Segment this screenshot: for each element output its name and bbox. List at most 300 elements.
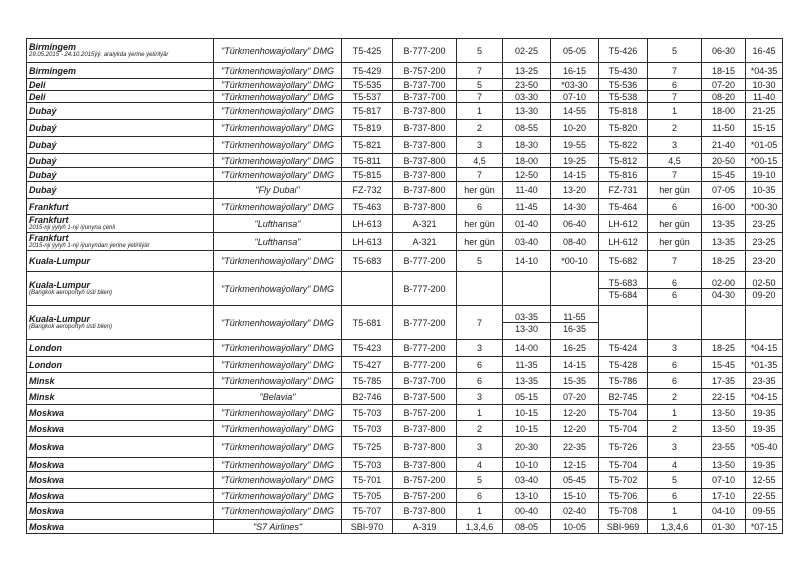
aircraft-cell: B-737-800 xyxy=(393,503,457,520)
return-departure-cell: 18-00 xyxy=(702,103,746,120)
return-days-cell: 3 xyxy=(648,437,702,458)
table-row xyxy=(27,405,783,421)
destination-cell xyxy=(27,79,214,91)
departure-time-cell: 05-15 xyxy=(503,389,551,405)
return-flight-cell: B2-745 xyxy=(599,389,648,405)
outbound-days-cell: 1,3,4,6 xyxy=(457,520,503,534)
destination-note: 2015-nji ýylyň 1-nji iýunyna çenli xyxy=(29,225,116,231)
outbound-days-cell: 7 xyxy=(457,91,503,103)
return-days-cell: 5 xyxy=(648,39,702,63)
carrier-cell: "Türkmenhowaýollary" DMG xyxy=(214,120,342,137)
aircraft-cell: B-757-200 xyxy=(393,472,457,489)
destination-name: Deli xyxy=(29,91,46,102)
return-flight-cell: T5-816 xyxy=(599,168,648,182)
return-flight-cell: T5-426 xyxy=(599,39,648,63)
outbound-days-cell: 6 xyxy=(457,489,503,503)
aircraft-cell: B-777-200 xyxy=(393,39,457,63)
return-flight-cell: T5-704 xyxy=(599,405,648,421)
outbound-flight-cell: T5-703 xyxy=(342,458,393,472)
destination-cell xyxy=(27,421,214,437)
return-days-cell: 1 xyxy=(648,503,702,520)
outbound-flight-cell: T5-703 xyxy=(342,421,393,437)
departure-time-cell: 10-15 xyxy=(503,405,551,421)
departure-time-cell: 00-40 xyxy=(503,503,551,520)
return-flight-cell: T5-786 xyxy=(599,373,648,389)
outbound-flight-cell: B2-746 xyxy=(342,389,393,405)
destination-cell xyxy=(27,489,214,503)
outbound-flight-cell: T5-705 xyxy=(342,489,393,503)
outbound-days-cell xyxy=(457,272,503,306)
destination-name: Moskwa xyxy=(29,521,65,532)
outbound-flight-cell: T5-821 xyxy=(342,137,393,154)
table-row xyxy=(27,120,783,137)
return-departure-cell: 21-40 xyxy=(702,137,746,154)
destination-name: Moskwa xyxy=(29,475,65,485)
outbound-flight-cell xyxy=(342,272,393,306)
outbound-days-cell: 1 xyxy=(457,503,503,520)
return-departure-cell: 16-00 xyxy=(702,199,746,215)
return-departure-cell: 23-55 xyxy=(702,437,746,458)
aircraft-cell: B-737-800 xyxy=(393,182,457,199)
outbound-days-cell: 7 xyxy=(457,306,503,340)
return-departure-cell: 01-30 xyxy=(702,520,746,534)
return-departure-cell: 07-05 xyxy=(702,182,746,199)
table-row xyxy=(27,389,783,405)
return-flight-cell: T5-726 xyxy=(599,437,648,458)
destination-cell xyxy=(27,472,214,489)
carrier-cell: "Türkmenhowaýollary" DMG xyxy=(214,421,342,437)
carrier-cell: "Lufthansa" xyxy=(214,215,342,233)
departure-time-cell: 18-30 xyxy=(503,137,551,154)
destination-cell xyxy=(27,154,214,168)
return-days-cell: 1 xyxy=(648,103,702,120)
departure-time-cell: 13-10 xyxy=(503,489,551,503)
arrival-time-cell: 12-20 xyxy=(551,405,599,421)
arrival-time-cell: 07-20 xyxy=(551,389,599,405)
aircraft-cell: A-321 xyxy=(393,215,457,233)
outbound-days-cell: 5 xyxy=(457,79,503,91)
departure-time-cell: 02-25 xyxy=(503,39,551,63)
return-flight-cell: T5-706 xyxy=(599,489,648,503)
return-flight-cell: T5-708 xyxy=(599,503,648,520)
return-departure-cell: 02-00 04-30 xyxy=(702,272,746,306)
departure-time-cell: 11-45 xyxy=(503,199,551,215)
table-row xyxy=(27,182,783,199)
return-days-cell: 3 xyxy=(648,137,702,154)
return-arrival-cell: *05-40 xyxy=(746,437,783,458)
return-departure-cell: 17-35 xyxy=(702,373,746,389)
table-row xyxy=(27,472,783,489)
table-row xyxy=(27,489,783,503)
arrival-time-cell: 22-35 xyxy=(551,437,599,458)
carrier-cell: "Türkmenhowaýollary" DMG xyxy=(214,357,342,373)
return-flight-cell: T5-428 xyxy=(599,357,648,373)
return-flight-cell xyxy=(599,306,648,340)
departure-time-cell xyxy=(503,272,551,306)
return-flight-cell: T5-464 xyxy=(599,199,648,215)
return-days-cell: 7 xyxy=(648,251,702,272)
departure-time-cell: 08-55 xyxy=(503,120,551,137)
return-arrival-cell: *00-15 xyxy=(746,154,783,168)
table-row xyxy=(27,199,783,215)
aircraft-cell: B-757-200 xyxy=(393,405,457,421)
arrival-time-cell: 14-30 xyxy=(551,199,599,215)
table-row xyxy=(27,233,783,251)
return-flight-cell: T5-822 xyxy=(599,137,648,154)
destination-cell xyxy=(27,251,214,272)
destination-cell xyxy=(27,103,214,120)
departure-time-cell: 18-00 xyxy=(503,154,551,168)
destination-name: Moskwa xyxy=(29,407,65,418)
outbound-flight-cell: T5-785 xyxy=(342,373,393,389)
return-days-cell: 6 xyxy=(648,199,702,215)
return-departure-cell: 20-50 xyxy=(702,154,746,168)
return-departure-cell: 18-15 xyxy=(702,63,746,79)
carrier-cell: "Lufthansa" xyxy=(214,233,342,251)
return-flight-cell: SBI-969 xyxy=(599,520,648,534)
departure-time-cell: 20-30 xyxy=(503,437,551,458)
return-departure-cell xyxy=(702,306,746,340)
arrival-time-cell: 05-45 xyxy=(551,472,599,489)
destination-name: Dubaý xyxy=(29,140,57,150)
aircraft-cell: B-737-800 xyxy=(393,120,457,137)
destination-cell xyxy=(27,340,214,357)
return-days-cell: 7 xyxy=(648,63,702,79)
return-flight-cell: T5-424 xyxy=(599,340,648,357)
outbound-flight-cell: T5-819 xyxy=(342,120,393,137)
destination-cell xyxy=(27,91,214,103)
carrier-cell: "Türkmenhowaýollary" DMG xyxy=(214,39,342,63)
table-row xyxy=(27,437,783,458)
return-departure-cell: 13-50 xyxy=(702,458,746,472)
departure-time-cell: 14-00 xyxy=(503,340,551,357)
return-days-cell: 7 xyxy=(648,168,702,182)
outbound-days-cell: 5 xyxy=(457,472,503,489)
table-row xyxy=(27,91,783,103)
destination-name: Dubaý xyxy=(29,185,57,195)
return-days-cell: 2 xyxy=(648,421,702,437)
table-row xyxy=(27,168,783,182)
carrier-cell: "Türkmenhowaýollary" DMG xyxy=(214,168,342,182)
destination-name: Frankfurt xyxy=(29,233,69,243)
return-days-cell: 6 6 xyxy=(648,272,702,306)
outbound-flight-cell: T5-725 xyxy=(342,437,393,458)
aircraft-cell: B-777-200 xyxy=(393,272,457,306)
return-days-cell: 4,5 xyxy=(648,154,702,168)
aircraft-cell: B-737-800 xyxy=(393,458,457,472)
table-row xyxy=(27,154,783,168)
return-arrival-cell: 02-50 09-20 xyxy=(746,272,783,306)
return-arrival-cell: *04-15 xyxy=(746,389,783,405)
carrier-cell: "Türkmenhowaýollary" DMG xyxy=(214,199,342,215)
outbound-flight-cell: T5-815 xyxy=(342,168,393,182)
return-arrival-cell: *04-15 xyxy=(746,340,783,357)
outbound-flight-cell: T5-535 xyxy=(342,79,393,91)
outbound-days-cell: 3 xyxy=(457,340,503,357)
return-flight-cell: T5-536 xyxy=(599,79,648,91)
return-arrival-cell: *04-35 xyxy=(746,63,783,79)
outbound-days-cell: 6 xyxy=(457,357,503,373)
return-departure-cell: 07-20 xyxy=(702,79,746,91)
return-departure-cell: 06-30 xyxy=(702,39,746,63)
destination-cell xyxy=(27,520,214,534)
destination-cell xyxy=(27,199,214,215)
return-departure-cell: 13-35 xyxy=(702,215,746,233)
aircraft-cell: B-737-700 xyxy=(393,373,457,389)
destination-cell xyxy=(27,437,214,458)
destination-cell xyxy=(27,306,214,340)
arrival-time-cell: 13-20 xyxy=(551,182,599,199)
table-row xyxy=(27,39,783,63)
departure-time-cell: 23-50 xyxy=(503,79,551,91)
arrival-time-cell: 07-10 xyxy=(551,91,599,103)
departure-time-cell: 11-40 xyxy=(503,182,551,199)
outbound-flight-cell: T5-817 xyxy=(342,103,393,120)
carrier-cell: "Türkmenhowaýollary" DMG xyxy=(214,91,342,103)
return-flight-cell: T5-812 xyxy=(599,154,648,168)
departure-time-cell: 10-10 xyxy=(503,458,551,472)
arrival-time-cell: 08-40 xyxy=(551,233,599,251)
return-arrival-cell: *01-05 xyxy=(746,137,783,154)
outbound-flight-cell: T5-463 xyxy=(342,199,393,215)
carrier-cell: "Türkmenhowaýollary" DMG xyxy=(214,503,342,520)
destination-note: 2015-nji ýylyň 1-nji iýunyndan ýerine ýetirilýär xyxy=(29,243,150,249)
return-departure-cell: 22-15 xyxy=(702,389,746,405)
departure-time-cell: 03-40 xyxy=(503,472,551,489)
destination-name: Deli xyxy=(29,79,46,90)
departure-time-cell: 12-50 xyxy=(503,168,551,182)
aircraft-cell: B-777-200 xyxy=(393,357,457,373)
return-flight-cell: LH-612 xyxy=(599,215,648,233)
outbound-flight-cell: SBI-970 xyxy=(342,520,393,534)
carrier-cell: "Türkmenhowaýollary" DMG xyxy=(214,373,342,389)
carrier-cell: "Türkmenhowaýollary" DMG xyxy=(214,79,342,91)
aircraft-cell: B-737-700 xyxy=(393,79,457,91)
return-flight-cell: LH-612 xyxy=(599,233,648,251)
table-row xyxy=(27,79,783,91)
outbound-days-cell: 4,5 xyxy=(457,154,503,168)
return-days-cell: her gün xyxy=(648,182,702,199)
outbound-days-cell: 7 xyxy=(457,63,503,79)
return-departure-cell: 13-50 xyxy=(702,405,746,421)
carrier-cell: "Türkmenhowaýollary" DMG xyxy=(214,137,342,154)
outbound-days-cell: 2 xyxy=(457,421,503,437)
table-row xyxy=(27,215,783,233)
return-flight-cell: T5-820 xyxy=(599,120,648,137)
return-days-cell: 4 xyxy=(648,458,702,472)
carrier-cell: "Türkmenhowaýollary" DMG xyxy=(214,405,342,421)
flight-schedule-table xyxy=(26,38,783,534)
return-days-cell: 6 xyxy=(648,373,702,389)
aircraft-cell: B-737-800 xyxy=(393,154,457,168)
arrival-time-cell: 02-40 xyxy=(551,503,599,520)
destination-cell xyxy=(27,182,214,199)
outbound-days-cell: her gün xyxy=(457,233,503,251)
table-row xyxy=(27,340,783,357)
aircraft-cell: B-757-200 xyxy=(393,489,457,503)
return-flight-cell: FZ-731 xyxy=(599,182,648,199)
return-flight-cell: T5-430 xyxy=(599,63,648,79)
arrival-time-cell: 16-25 xyxy=(551,340,599,357)
return-days-cell: 6 xyxy=(648,489,702,503)
return-arrival-cell: 09-55 xyxy=(746,503,783,520)
destination-name: Minsk xyxy=(29,391,55,402)
carrier-cell: "Türkmenhowaýollary" DMG xyxy=(214,340,342,357)
outbound-days-cell: 1 xyxy=(457,103,503,120)
return-arrival-cell: 11-40 xyxy=(746,91,783,103)
return-days-cell: 2 xyxy=(648,120,702,137)
return-days-cell: 7 xyxy=(648,91,702,103)
table-row xyxy=(27,63,783,79)
table-row xyxy=(27,306,783,340)
arrival-time-cell: 12-15 xyxy=(551,458,599,472)
outbound-days-cell: 3 xyxy=(457,389,503,405)
destination-cell xyxy=(27,137,214,154)
destination-cell xyxy=(27,458,214,472)
return-days-cell: 2 xyxy=(648,389,702,405)
return-flight-cell: T5-702 xyxy=(599,472,648,489)
outbound-flight-cell: T5-701 xyxy=(342,472,393,489)
return-arrival-cell: 15-15 xyxy=(746,120,783,137)
table-row xyxy=(27,421,783,437)
destination-cell xyxy=(27,215,214,233)
destination-name: London xyxy=(29,343,62,353)
destination-name: Dubaý xyxy=(29,169,57,180)
return-arrival-cell: 12-55 xyxy=(746,472,783,489)
return-arrival-cell: 16-45 xyxy=(746,39,783,63)
outbound-days-cell: 3 xyxy=(457,137,503,154)
arrival-time-cell: 19-55 xyxy=(551,137,599,154)
return-days-cell xyxy=(648,306,702,340)
destination-name: Moskwa xyxy=(29,442,65,452)
aircraft-cell: B-757-200 xyxy=(393,63,457,79)
outbound-flight-cell: LH-613 xyxy=(342,215,393,233)
return-days-cell: 6 xyxy=(648,79,702,91)
table-row xyxy=(27,272,783,306)
return-arrival-cell: *00-30 xyxy=(746,199,783,215)
aircraft-cell: B-737-800 xyxy=(393,199,457,215)
carrier-cell: "Türkmenhowaýollary" DMG xyxy=(214,437,342,458)
outbound-flight-cell: T5-703 xyxy=(342,405,393,421)
return-arrival-cell: 22-55 xyxy=(746,489,783,503)
destination-cell xyxy=(27,357,214,373)
return-days-cell: 6 xyxy=(648,357,702,373)
outbound-days-cell: 5 xyxy=(457,39,503,63)
return-flight-cell: T5-704 xyxy=(599,458,648,472)
table-row xyxy=(27,357,783,373)
destination-name: Dubaý xyxy=(29,106,57,116)
return-arrival-cell: 19-10 xyxy=(746,168,783,182)
carrier-cell: "Türkmenhowaýollary" DMG xyxy=(214,472,342,489)
outbound-days-cell: 5 xyxy=(457,251,503,272)
aircraft-cell: B-737-800 xyxy=(393,421,457,437)
departure-time-cell: 08-05 xyxy=(503,520,551,534)
arrival-time-cell: 11-55 16-35 xyxy=(551,306,599,340)
carrier-cell: "Türkmenhowaýollary" DMG xyxy=(214,458,342,472)
table-row xyxy=(27,503,783,520)
destination-cell xyxy=(27,405,214,421)
aircraft-cell: A-321 xyxy=(393,233,457,251)
carrier-cell: "Türkmenhowaýollary" DMG xyxy=(214,63,342,79)
aircraft-cell: B-737-800 xyxy=(393,437,457,458)
return-departure-cell: 11-50 xyxy=(702,120,746,137)
return-flight-cell: T5-704 xyxy=(599,421,648,437)
arrival-time-cell: 05-05 xyxy=(551,39,599,63)
outbound-days-cell: 2 xyxy=(457,120,503,137)
return-departure-cell: 15-45 xyxy=(702,168,746,182)
carrier-cell: "Fly Dubai" xyxy=(214,182,342,199)
outbound-days-cell: 6 xyxy=(457,199,503,215)
aircraft-cell: B-737-800 xyxy=(393,137,457,154)
return-arrival-cell: 19-35 xyxy=(746,458,783,472)
outbound-flight-cell: LH-613 xyxy=(342,233,393,251)
aircraft-cell: B-777-200 xyxy=(393,306,457,340)
return-days-cell: 1,3,4,6 xyxy=(648,520,702,534)
outbound-days-cell: 6 xyxy=(457,373,503,389)
destination-cell xyxy=(27,272,214,306)
departure-time-cell: 01-40 xyxy=(503,215,551,233)
arrival-time-cell: 12-20 xyxy=(551,421,599,437)
destination-note: (Bangkok aeroportyň üsti bilen) xyxy=(29,324,113,330)
destination-cell xyxy=(27,63,214,79)
outbound-days-cell: 1 xyxy=(457,405,503,421)
arrival-time-cell: 16-15 xyxy=(551,63,599,79)
departure-time-cell: 14-10 xyxy=(503,251,551,272)
table-row xyxy=(27,137,783,154)
return-days-cell: 5 xyxy=(648,472,702,489)
aircraft-cell: B-737-500 xyxy=(393,389,457,405)
table-row xyxy=(27,373,783,389)
return-days-cell: 3 xyxy=(648,340,702,357)
destination-name: Moskwa xyxy=(29,423,65,434)
return-arrival-cell: *01-35 xyxy=(746,357,783,373)
return-departure-cell: 18-25 xyxy=(702,251,746,272)
return-departure-cell: 08-20 xyxy=(702,91,746,103)
carrier-cell: "Türkmenhowaýollary" DMG xyxy=(214,251,342,272)
return-flight-cell: T5-683 T5-684 xyxy=(599,272,648,306)
arrival-time-cell: 10-20 xyxy=(551,120,599,137)
outbound-days-cell: her gün xyxy=(457,182,503,199)
return-departure-cell: 15-45 xyxy=(702,357,746,373)
table-row xyxy=(27,103,783,120)
return-arrival-cell: 23-25 xyxy=(746,215,783,233)
outbound-days-cell: 7 xyxy=(457,168,503,182)
departure-time-cell: 10-15 xyxy=(503,421,551,437)
destination-name: Moskwa xyxy=(29,490,65,501)
arrival-time-cell: 15-35 xyxy=(551,373,599,389)
outbound-days-cell: her gün xyxy=(457,215,503,233)
return-arrival-cell: *07-15 xyxy=(746,520,783,534)
departure-time-cell: 03-30 xyxy=(503,91,551,103)
departure-time-cell: 13-35 xyxy=(503,373,551,389)
carrier-cell: "Türkmenhowaýollary" DMG xyxy=(214,103,342,120)
destination-name: Dubaý xyxy=(29,123,57,133)
return-flight-cell: T5-538 xyxy=(599,91,648,103)
arrival-time-cell: *00-10 xyxy=(551,251,599,272)
destination-cell xyxy=(27,373,214,389)
destination-note: 29.05.2015 - 24.10.2015ýý. aralykda ýerine ýetirilýär xyxy=(29,52,169,58)
destination-note: (Bangkok aeroportyň üsti bilen) xyxy=(29,290,113,296)
table-row xyxy=(27,251,783,272)
outbound-flight-cell: T5-707 xyxy=(342,503,393,520)
destination-name: London xyxy=(29,359,62,370)
destination-name: Kuala-Lumpur xyxy=(29,280,91,290)
aircraft-cell: B-737-700 xyxy=(393,91,457,103)
outbound-flight-cell: T5-681 xyxy=(342,306,393,340)
return-arrival-cell xyxy=(746,306,783,340)
arrival-time-cell: 14-55 xyxy=(551,103,599,120)
return-departure-cell: 13-35 xyxy=(702,233,746,251)
